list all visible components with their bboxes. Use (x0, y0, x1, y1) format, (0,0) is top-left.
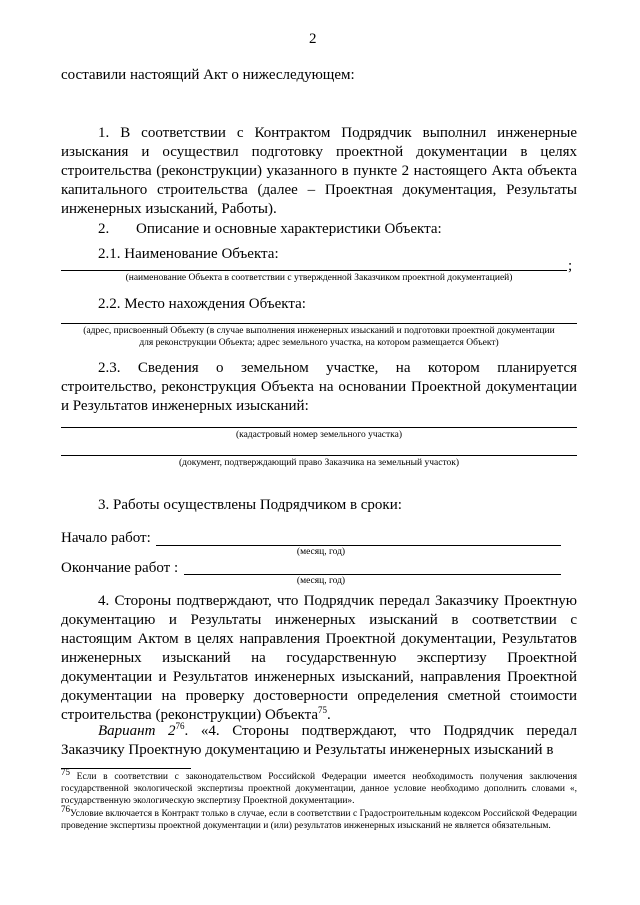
section-2-title: Описание и основные характеристики Объекта: (136, 221, 442, 237)
footnote-76: $^{76}$Условие включается в Контракт только в случае, если в соответствии с Градостроительным кодексом Российской Федерации проведение экспертизы проектной документации и (или) результатов инженерных изысканий не является обязательным. (61, 803, 577, 831)
land-right-caption: (документ, подтверждающий право Заказчика на земельный участок) (179, 458, 459, 468)
object-name-caption: (наименование Объекта в соответствии с утвержденной Заказчиком проектной документацией) (125, 273, 513, 283)
start-caption: (месяц, год) (296, 547, 346, 557)
start-label: Начало работ: (61, 530, 151, 546)
location-caption-2: для реконструкции Объекта; адрес земельного участка, на котором размещается Объект) (139, 338, 499, 348)
section-2-number: 2. (98, 221, 110, 237)
footnote-ref-76: 76 (175, 721, 185, 731)
paragraph-1: 1. В соответствии с Контрактом Подрядчик выполнил инженерные изыскания и осуществил подготовку проектной документации в целях строительства (реконструкции) указанного в пункте 2 настоящего Акта объекта капитального строительства (далее – Проектная документация, Результаты инженерных изысканий, Работы). (61, 125, 577, 217)
object-name-end: ; (568, 258, 573, 274)
location-line (61, 323, 577, 324)
intro-line: составили настоящий Акт о нижеследующем: (61, 67, 355, 83)
object-name-line (61, 270, 567, 271)
footnote-75: $^{75}$ Если в соответствии с законодательством Российской Федерации имеется необходимость получения заключения государственной экологической экспертизы проектной документации, данное условие необходимо дополнить словами «, государственную экологическую экспертизу Проектной документации». (61, 766, 577, 806)
end-label: Окончание работ : (61, 560, 179, 576)
footnote-separator (61, 768, 191, 769)
variant-2-paragraph: Вариант $2^{76}$. «4. Стороны подтверждают, что Подрядчик передал Заказчику Проектную документацию и Результаты инженерных изысканий в (61, 721, 577, 758)
section-3-title: 3. Работы осуществлены Подрядчиком в сроки: (98, 497, 402, 513)
variant-label: Вариант 2 (98, 723, 176, 739)
page-number: 2 (309, 31, 317, 47)
section-2-3: 2.3. Сведения о земельном участке, на котором планируется строительство, реконструкция Объекта на основании Проектной документации и Результатов инженерных изысканий: (61, 360, 577, 414)
cadastral-caption: (кадастровый номер земельного участка) (235, 430, 403, 440)
location-caption-1: (адрес, присвоенный Объекту (в случае выполнения инженерных изысканий и подготовки проектной документации (83, 326, 555, 336)
section-2-1-label: 2.1. Наименование Объекта: (98, 246, 279, 262)
footnote-ref-75: 75 (317, 705, 327, 715)
paragraph-4: 4. Стороны подтверждают, что Подрядчик передал Заказчику Проектную документацию и Результаты инженерных изысканий в соответствии с настоящим Актом в целях направления Проектной документации, Результатов инженерных изысканий на государственную экспертизу Проектной документации и Результатов инженерных изысканий, направления Проектной документации на проверку достоверности определения сметной стоимости строительства (реконструкции) Объекта$^{75}$. (61, 593, 577, 723)
section-2-2-label: 2.2. Место нахождения Объекта: (98, 296, 306, 312)
end-caption: (месяц, год) (296, 576, 346, 586)
land-right-line (61, 455, 577, 456)
cadastral-line (61, 427, 577, 428)
